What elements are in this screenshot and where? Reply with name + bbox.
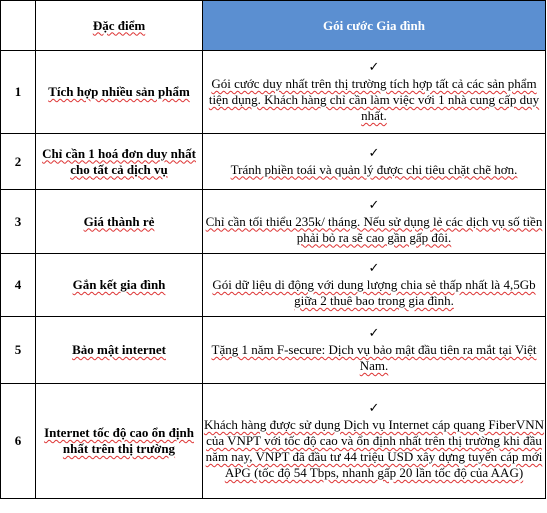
row-feature-text: Tích hợp nhiều sản phẩm <box>48 84 190 99</box>
table-row <box>1 190 546 254</box>
table-row <box>1 384 546 499</box>
row-feature-text: Giá thành rẻ <box>83 213 155 229</box>
row-feature <box>36 254 203 317</box>
row-number: 1 <box>1 51 36 134</box>
row-description <box>203 254 546 317</box>
header-feature-label: Đặc điểm <box>92 17 146 33</box>
row-description <box>203 134 546 190</box>
check-icon: ✓ <box>368 60 380 75</box>
header-feature-cell <box>36 1 203 51</box>
table-header-row <box>1 1 546 51</box>
row-description <box>203 190 546 254</box>
row-number: 5 <box>1 317 36 384</box>
row-description-text: Gói cước duy nhất trên thị trường tích hợp tất cả các sản phẩm tiện dụng. Khách hàng chỉ cần làm việc với 1 nhà cung cấp duy nhất. <box>208 76 540 123</box>
row-description <box>203 51 546 134</box>
header-number-cell <box>1 1 36 51</box>
row-feature <box>36 190 203 254</box>
row-feature-text: Bảo mật internet <box>72 342 166 357</box>
row-description-text: Gói dữ liệu di động với dung lượng chia sẻ thấp nhất là 4,5Gb giữa 2 thuê bao trong gia đình. <box>212 277 536 308</box>
table-row <box>1 134 546 190</box>
check-icon: ✓ <box>368 197 380 213</box>
row-feature-text: Gắn kết gia đình <box>72 277 166 292</box>
row-description <box>203 384 546 499</box>
row-description-text: Tặng 1 năm F-secure: Dịch vụ bảo mật đầu tiên ra mắt tại Việt Nam. <box>211 342 537 373</box>
check-icon: ✓ <box>368 261 380 276</box>
row-feature <box>36 51 203 134</box>
check-icon: ✓ <box>368 145 380 161</box>
header-package-cell <box>203 1 546 51</box>
row-feature <box>36 384 203 499</box>
table-row <box>1 317 546 384</box>
row-feature-text: Internet tốc độ cao ổn định nhất trên thị trường <box>44 425 194 456</box>
row-number: 6 <box>1 384 36 499</box>
row-description-text: Tránh phiền toái và quản lý được chi tiêu chặt chẽ hơn. <box>230 161 518 177</box>
row-description <box>203 317 546 384</box>
row-feature <box>36 317 203 384</box>
row-description-text: Khách hàng được sử dụng Dịch vụ Internet cáp quang FiberVNN của VNPT với tốc độ cao và ổn định nhất trên thị trường khi đầu năm nay, VNPT đã đầu tư 44 triệu USD xây dựng tuyến cáp mới APG (tốc độ 54 Tbps, nhanh gấp 20 lần tốc độ của AAG) <box>203 417 545 480</box>
row-number: 4 <box>1 254 36 317</box>
table-row <box>1 51 546 134</box>
header-package-label: Gói cước Gia đình <box>322 17 426 33</box>
table-row <box>1 254 546 317</box>
row-number: 2 <box>1 134 36 190</box>
check-icon: ✓ <box>368 326 380 341</box>
row-description-text: Chỉ cần tối thiểu 235k/ tháng. Nếu sử dụng lẻ các dịch vụ số tiền phải bỏ ra sẽ cao gần gấp đôi. <box>205 213 543 245</box>
check-icon: ✓ <box>368 401 380 416</box>
row-feature <box>36 134 203 190</box>
row-feature-text: Chỉ cần 1 hoá đơn duy nhất cho tất cả dịch vụ <box>42 145 196 177</box>
row-number: 3 <box>1 190 36 254</box>
